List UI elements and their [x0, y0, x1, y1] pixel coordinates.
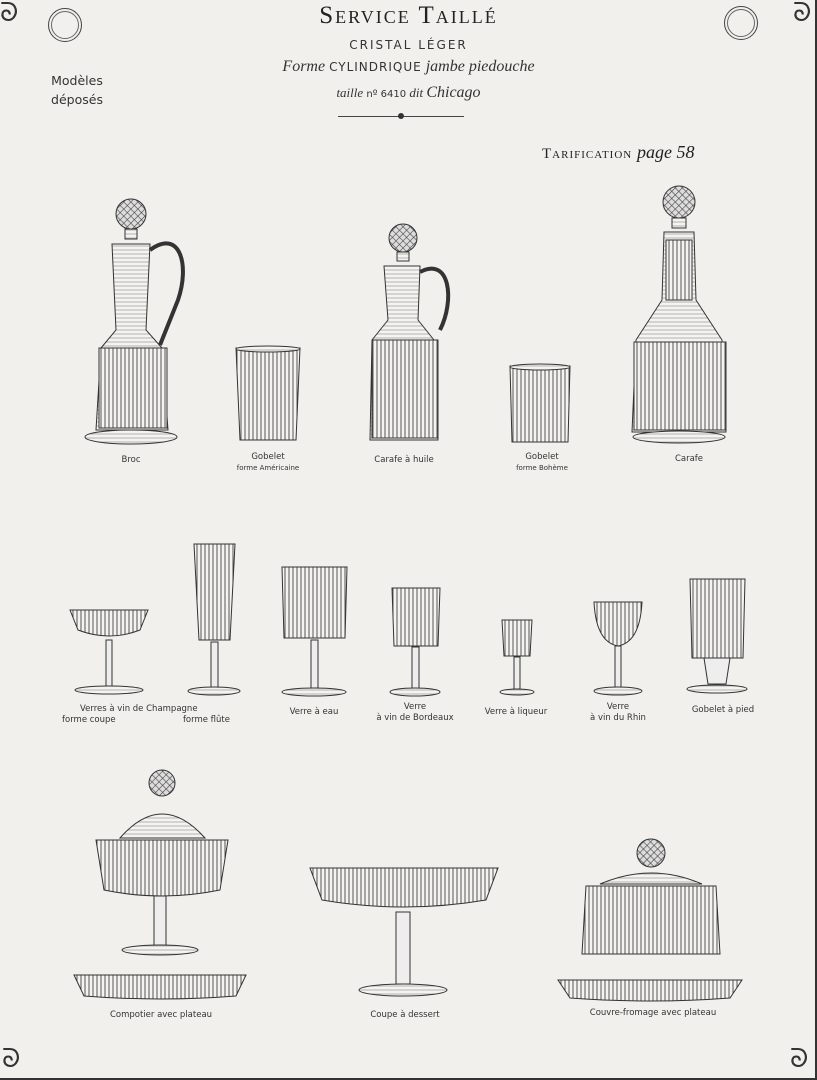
label-verres-champagne: [62, 704, 240, 726]
gobelet-pied-illustration: [687, 579, 747, 693]
label-coupe-dessert-text: Coupe à dessert: [370, 1010, 440, 1020]
label-carafe-line1: Carafe: [674, 454, 704, 464]
taille-number: nº 6410: [366, 89, 407, 100]
label-carafe-huile-line1: Carafe à huile: [374, 455, 434, 465]
tarification-page: page 58: [636, 142, 695, 162]
label-compotier-text: Compotier avec plateau: [109, 1010, 213, 1020]
forme-suffix: jambe piedouche: [425, 58, 535, 75]
label-gobelet-pied: [676, 705, 770, 716]
label-broc: [91, 455, 171, 466]
corner-ornament-top-right: ᘐ: [793, 0, 812, 28]
page-title: Service Taillé: [319, 2, 498, 29]
label-gobelet-americaine-line1: Gobelet: [251, 452, 285, 462]
label-verre-rhin-line2: à vin du Rhin: [590, 713, 646, 723]
label-verre-rhin: [566, 702, 670, 724]
taille-dit: dit: [409, 85, 424, 100]
label-forme-coupe: forme coupe: [62, 715, 116, 725]
modeles-line2: déposés: [51, 92, 103, 107]
label-verre-bordeaux-line1: Verre: [403, 702, 427, 712]
carafe-illustration: [632, 186, 726, 443]
label-gobelet-boheme-line1: Gobelet: [525, 452, 559, 462]
label-gobelet-pied-line1: Gobelet à pied: [691, 705, 755, 715]
label-verre-liqueur: [470, 707, 562, 718]
verre-bordeaux-illustration: [390, 588, 440, 696]
taille-prefix: taille: [336, 85, 364, 100]
corner-ornament-bottom-left: ᘐ: [2, 1044, 21, 1074]
label-verres-champagne-forms: [62, 715, 240, 726]
label-verre-liqueur-line1: Verre à liqueur: [484, 707, 548, 717]
label-compotier: [96, 1010, 226, 1021]
label-broc-line1: Broc: [121, 455, 141, 465]
couvre-fromage-illustration: [558, 839, 742, 1001]
verre-rhin-illustration: [594, 602, 642, 695]
label-carafe-huile: [354, 455, 454, 466]
label-gobelet-boheme: [492, 452, 592, 474]
label-forme-flute: forme flûte: [182, 715, 230, 725]
coupe-dessert-illustration: [310, 868, 498, 996]
carafe-huile-illustration: [370, 224, 448, 440]
forme-caps: CYLINDRIQUE: [329, 60, 422, 74]
label-verres-champagne-line1: Verres à vin de Champagne: [80, 704, 198, 714]
label-gobelet-boheme-line2: forme Bohème: [516, 464, 568, 472]
label-couvre-fromage: [578, 1008, 728, 1019]
label-gobelet-americaine: [208, 452, 328, 474]
taille-city: Chicago: [426, 84, 481, 101]
label-verre-rhin-line1: Verre: [606, 702, 630, 712]
corner-ornament-top-left: ᘐ: [0, 0, 19, 28]
label-verre-bordeaux-line2: à vin de Bordeaux: [376, 713, 454, 723]
label-verre-eau-line1: Verre à eau: [289, 707, 339, 717]
flute-champagne-illustration: [188, 544, 240, 695]
label-gobelet-americaine-line2: forme Américaine: [236, 464, 300, 472]
corner-ornament-bottom-right: ᘐ: [790, 1044, 809, 1074]
coupe-champagne-illustration: [70, 610, 148, 694]
label-couvre-fromage-text: Couvre-fromage avec plateau: [589, 1008, 717, 1018]
label-coupe-dessert: [350, 1010, 460, 1021]
page-subtitle: CRISTAL LÉGER: [349, 38, 468, 52]
forme-prefix: Forme: [282, 58, 326, 75]
broc-illustration: [85, 199, 183, 444]
label-carafe: [649, 454, 729, 465]
verre-liqueur-illustration: [500, 620, 534, 695]
verre-eau-illustration: [282, 567, 347, 696]
modeles-line1: Modèles: [51, 73, 103, 88]
tarification-label: Tarification: [542, 146, 633, 162]
gobelet-boheme-illustration: [510, 364, 570, 442]
compotier-illustration: [74, 770, 246, 999]
label-verre-eau: [264, 707, 364, 718]
gobelet-americaine-illustration: [236, 346, 300, 440]
label-verre-bordeaux: [360, 702, 470, 724]
